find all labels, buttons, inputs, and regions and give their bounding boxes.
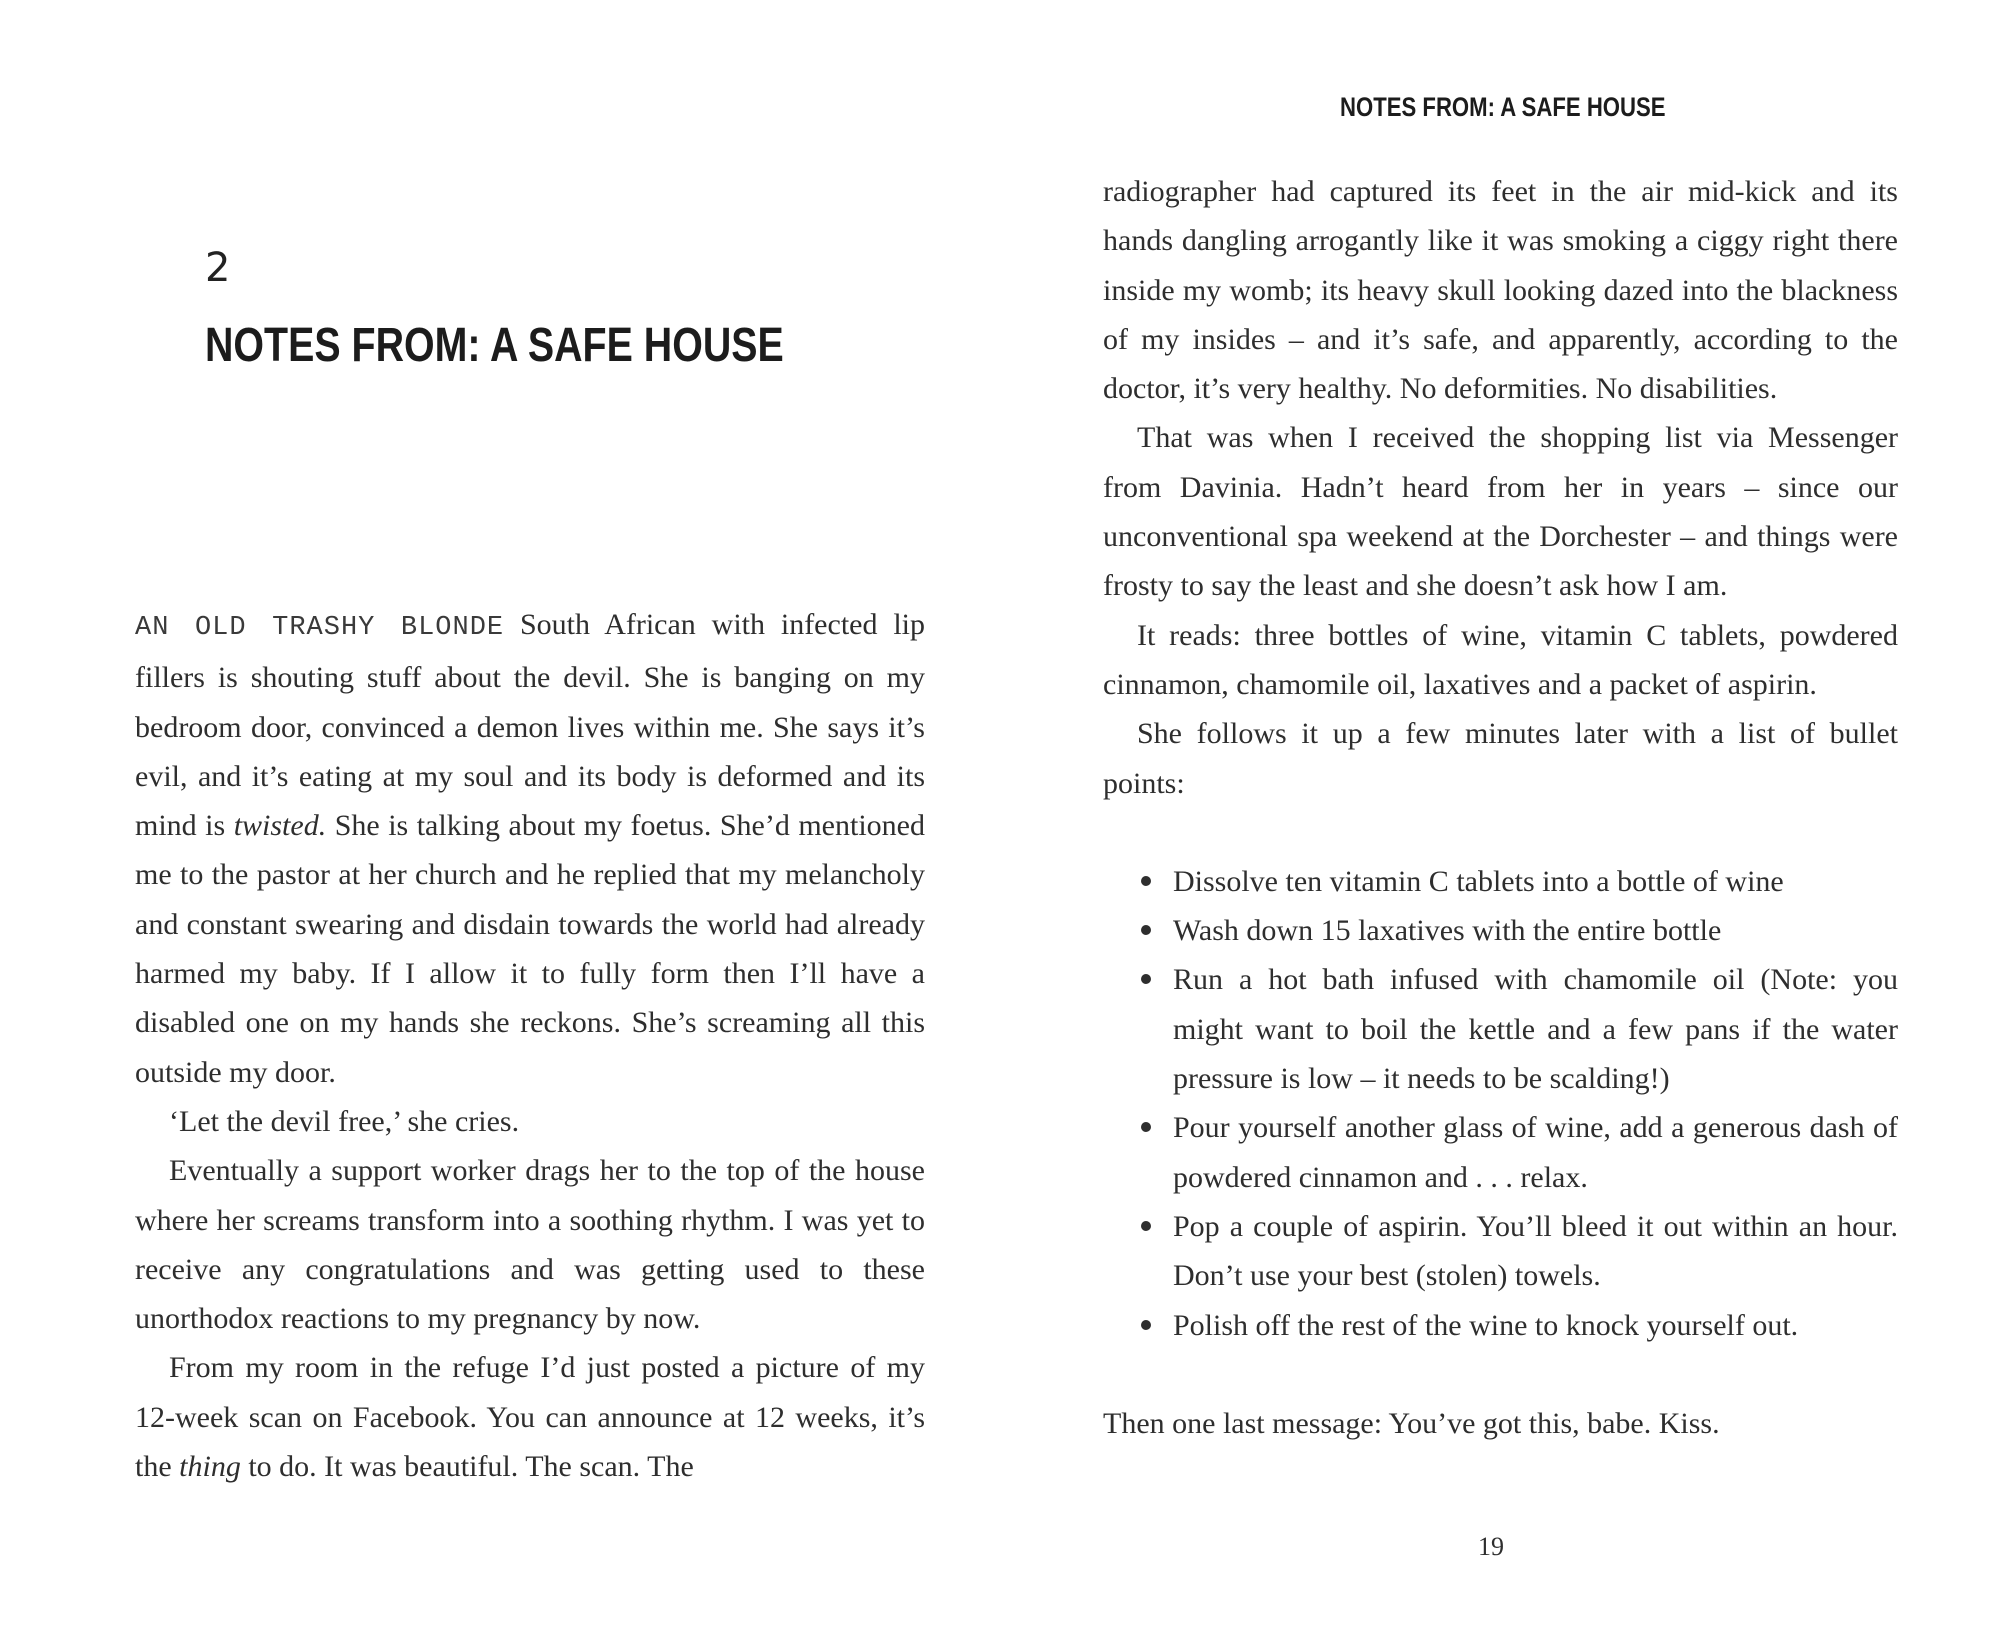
running-head: NOTES FROM: A SAFE HOUSE [1340, 92, 1666, 122]
text-run: South African with infected lip fillers is shouting stuff about the devil. She is banging on my bedroom door, convinced a demon lives within me. She says it’s evil, and it’s eating at my soul and its body is deformed and its mind is [135, 608, 925, 843]
text-run: She is talking about my foetus. She’d mentioned me to the pastor at her church and he replied that my melancholy and constant swearing and disdain towards the world had already harmed my baby. If I allow it to fully form then I’ll have a disabled one on my hands she reckons. She’s screaming all this outside my door. [135, 809, 925, 1089]
list-item-text: Wash down 15 laxatives with the entire bottle [1173, 914, 1722, 948]
list-item [1103, 955, 1898, 1103]
chapter-number: 2 [205, 245, 231, 291]
paragraph: It reads: three bottles of wine, vitamin C tablets, powdered cinnamon, chamomile oil, laxatives and a packet of aspirin. [1103, 618, 1898, 701]
page-number: 19 [1478, 1532, 1504, 1561]
paragraph: radiographer had captured its feet in the air mid-kick and its hands dangling arrogantly like it was smoking a ciggy right there inside my womb; its heavy skull looking dazed into the blackness of my insides – and it’s safe, and apparently, according to the doctor, it’s very healthy. No deformities. No disabilities. [1103, 175, 1898, 406]
text-run: From my room in the refuge I’d just posted a picture of my 12-week scan on Facebook. You can announce at 12 weeks, it’s the [135, 1351, 925, 1484]
bullet-icon [1141, 1320, 1151, 1330]
list-item [1103, 857, 1898, 906]
left-body-text [135, 600, 925, 1491]
list-item-text: Run a hot bath infused with chamomile oil (Note: you might want to boil the kettle and a few pans if the water pressure is low – it needs to be scalding!) [1173, 963, 1898, 1096]
paragraph: ‘Let the devil free,’ she cries. [169, 1104, 520, 1138]
bullet-icon [1141, 925, 1151, 935]
paragraph: That was when I received the shopping list via Messenger from Davinia. Hadn’t heard from her in years – since our unconventional spa weekend at the Dorchester – and things were frosty to say the least and she doesn’t ask how I am. [1103, 421, 1898, 603]
paragraph [135, 1343, 925, 1491]
list-item-text: Pop a couple of aspirin. You’ll bleed it out within an hour. Don’t use your best (stolen) towels. [1173, 1209, 1898, 1293]
bullet-icon [1141, 1122, 1151, 1132]
list-item [1103, 1301, 1898, 1350]
paragraph: She follows it up a few minutes later with a list of bullet points: [1103, 717, 1898, 800]
bullet-icon [1141, 876, 1151, 886]
closing-line: Then one last message: You’ve got this, babe. Kiss. [1103, 1406, 1720, 1440]
paragraph [135, 600, 925, 1097]
list-item-text: Pour yourself another glass of wine, add a generous dash of powdered cinnamon and . . . relax. [1173, 1111, 1898, 1194]
chapter-title: NOTES FROM: A SAFE HOUSE [205, 319, 784, 372]
right-page [1000, 0, 2000, 1636]
opening-small-caps: AN OLD TRASHY BLONDE [135, 613, 505, 643]
bullet-icon [1141, 974, 1151, 984]
right-body-text [1103, 167, 1898, 1448]
list-item-text: Dissolve ten vitamin C tablets into a bottle of wine [1173, 864, 1784, 898]
emphasis: twisted. [233, 809, 327, 843]
bullet-icon [1141, 1221, 1151, 1231]
bullet-list [1103, 857, 1898, 1350]
paragraph: Eventually a support worker drags her to the top of the house where her screams transform into a soothing rhythm. I was yet to receive any congratulations and was getting used to these unorthodox reactions to my pregnancy by now. [135, 1154, 925, 1336]
list-item [1103, 1103, 1898, 1202]
list-item-text: Polish off the rest of the wine to knock yourself out. [1173, 1308, 1799, 1342]
list-item [1103, 906, 1898, 955]
emphasis: thing [179, 1450, 241, 1484]
list-item [1103, 1202, 1898, 1301]
text-run: to do. It was beautiful. The scan. The [240, 1450, 694, 1484]
